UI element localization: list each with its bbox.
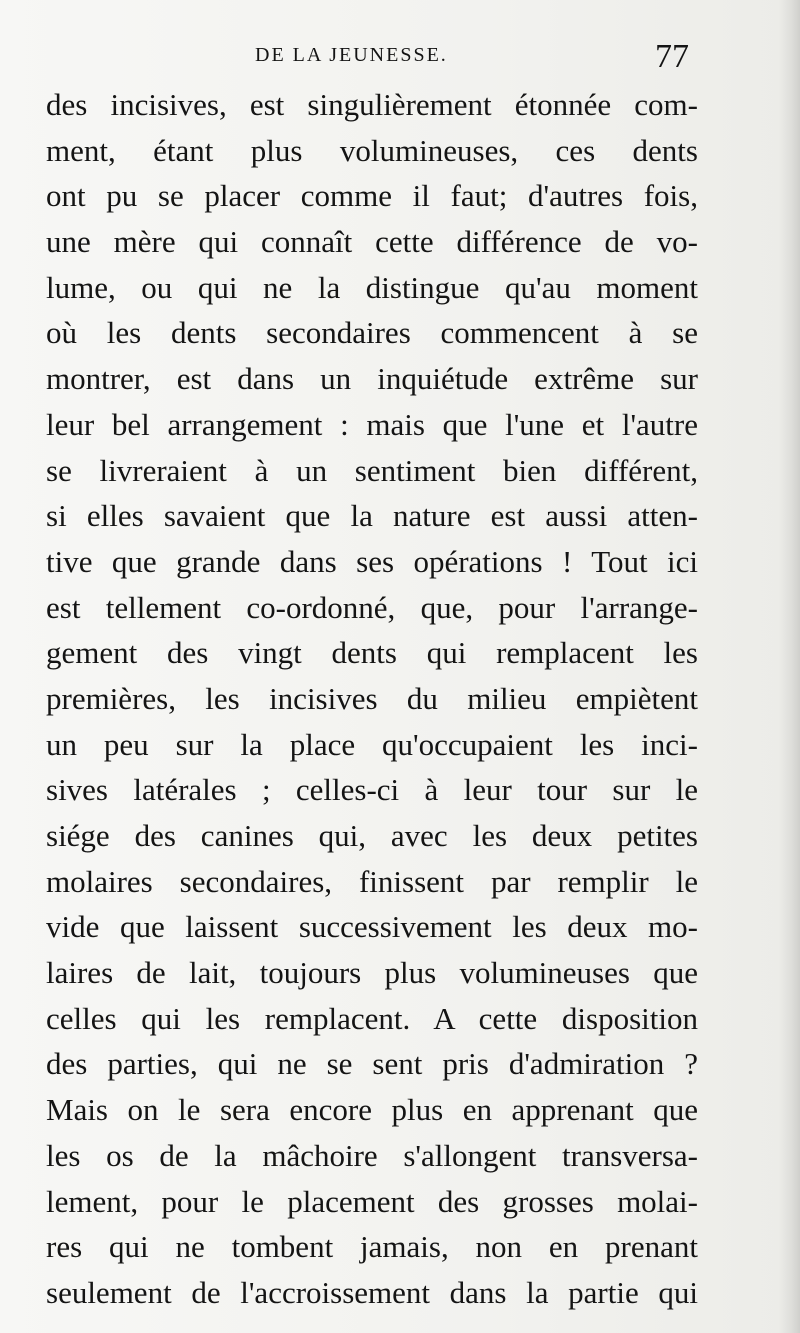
text-line: vide que laissent successivement les deux mo- <box>46 909 698 945</box>
text-line: leur bel arrangement : mais que l'une et l'autre <box>46 406 698 442</box>
running-title: DE LA JEUNESSE. <box>255 44 448 66</box>
text-line: celles qui les remplacent. A cette disposition <box>46 1000 698 1036</box>
text-line: res qui ne tombent jamais, non en prenant <box>46 1229 698 1265</box>
text-line: siége des canines qui, avec les deux petites <box>46 818 698 853</box>
text-line: lume, ou qui ne la distingue qu'au moment <box>46 269 698 305</box>
text-line: sives latérales ; celles-ci à leur tour sur le <box>46 772 698 808</box>
text-line: est tellement co-ordonné, que, pour l'arrange- <box>46 589 698 625</box>
text-line: montrer, est dans un inquiétude extrême sur <box>46 361 698 397</box>
text-line: ment, étant plus volumineuses, ces dents <box>46 132 698 168</box>
page-header <box>0 38 800 78</box>
text-line: seulement de l'accroissement dans la partie qui <box>46 1274 698 1310</box>
text-line: Mais on le sera encore plus en apprenant que <box>46 1092 698 1128</box>
text-line: gement des vingt dents qui remplacent les <box>46 635 698 671</box>
text-line: des incisives, est singulièrement étonnée com- <box>46 87 698 122</box>
page-edge-shadow <box>778 0 800 1333</box>
text-line: se livreraient à un sentiment bien différent, <box>46 452 698 488</box>
body-text <box>46 82 698 1316</box>
text-line: les os de la mâchoire s'allongent transversa- <box>46 1137 698 1173</box>
text-line: si elles savaient que la nature est aussi atten- <box>46 498 698 534</box>
text-line: molaires secondaires, finissent par remplir le <box>46 863 698 899</box>
text-line: premières, les incisives du milieu empiètent <box>46 680 698 716</box>
text-line: lement, pour le placement des grosses molai- <box>46 1183 698 1219</box>
text-line: tive que grande dans ses opérations ! Tout ici <box>46 543 698 579</box>
text-line: ont pu se placer comme il faut; d'autres fois, <box>46 178 698 214</box>
text-line: où les dents secondaires commencent à se <box>46 315 698 351</box>
text-line: une mère qui connaît cette différence de vo- <box>46 224 698 260</box>
text-line: laires de lait, toujours plus volumineuses que <box>46 955 698 991</box>
text-line: un peu sur la place qu'occupaient les inci- <box>46 726 698 762</box>
page-number: 77 <box>655 38 689 75</box>
text-line: des parties, qui ne se sent pris d'admiration ? <box>46 1046 698 1082</box>
